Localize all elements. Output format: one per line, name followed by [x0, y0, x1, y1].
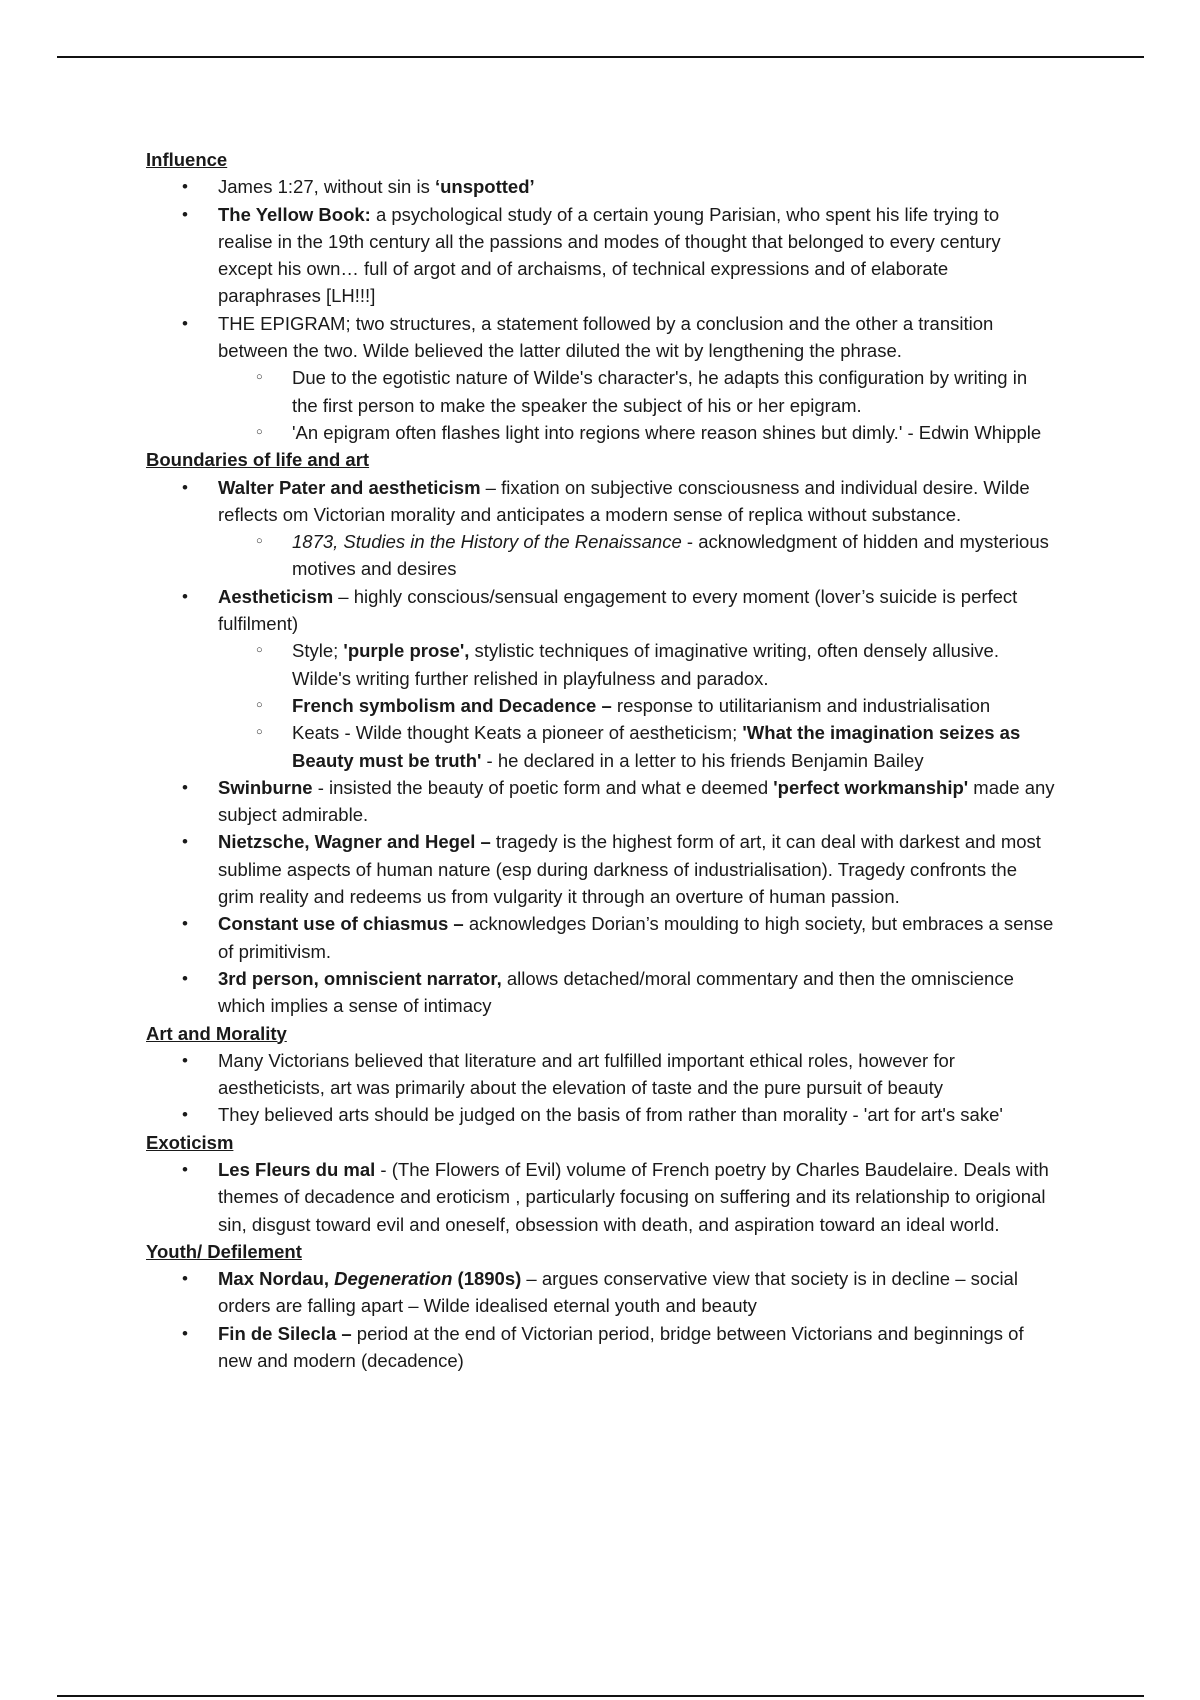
body-text: - (The Flowers of Evil) volume of French poetry by Charles Baudelaire. Deals with themes of decadence and eroticism , particularly focusing on suffering and its relationship to origional sin, disgust toward evil and oneself, obsession with death, and aspiration toward an ideal world. — [218, 1158, 1049, 1235]
bullet-item — [146, 1101, 1056, 1128]
section-heading: Exoticism — [146, 1131, 234, 1153]
sub-bullet-item — [146, 419, 1056, 446]
body-text: - he declared in a letter to his friends Benjamin Bailey — [481, 749, 924, 771]
body-text: - insisted the beauty of poetic form and what e deemed — [312, 776, 774, 798]
top-rule — [57, 56, 1144, 58]
body-text: response to utilitarianism and industrialisation — [611, 694, 991, 716]
bullet-item — [146, 774, 1056, 829]
bold-italic-text: Degeneration — [334, 1268, 453, 1290]
body-text: 'An epigram often flashes light into regions where reason shines but dimly.' - Edwin Whipple — [292, 421, 1042, 443]
bold-text: 'purple prose', — [343, 640, 470, 662]
bold-text: Constant use of chiasmus – — [218, 913, 464, 935]
bold-text: Fin de Silecla – — [218, 1322, 352, 1344]
section-heading: Influence — [146, 149, 228, 170]
body-text: Style; — [292, 640, 344, 662]
italic-text: 1873, Studies in the History of the Renaissance — [292, 531, 682, 553]
body-text: acknowledges Dorian’s moulding to high society, but embraces a sense of primitivism. — [218, 913, 1054, 962]
body-text: Due to the egotistic nature of Wilde's character's, he adapts this configuration by writing in the first person to make the speaker the subject of his or her epigram. — [292, 367, 1028, 416]
bullet-item — [146, 910, 1056, 965]
body-text: THE EPIGRAM; two structures, a statement followed by a conclusion and the other a transition between the two. Wilde believed the latter diluted the wit by lengthening the phrase. — [218, 312, 994, 362]
section-list — [146, 1265, 1056, 1374]
body-text: – fixation on subjective consciousness and individual desire. Wilde reflects om Victorian morality and anticipates a modern sense of replica without substance. — [218, 476, 1030, 525]
bullet-item — [146, 173, 1056, 200]
body-text: - acknowledgment of hidden and mysterious motives and desires — [292, 531, 1049, 580]
bullet-item — [146, 583, 1056, 638]
bullet-item — [146, 1320, 1056, 1375]
body-text: stylistic techniques of imaginative writing, often densely allusive. Wilde's writing further relished in playfulness and paradox. — [292, 640, 999, 689]
body-text: They believed arts should be judged on the basis of from rather than morality - 'art for art's sake' — [218, 1104, 1003, 1126]
bullet-item — [146, 1156, 1056, 1238]
section-list — [146, 1047, 1056, 1129]
bold-text: Swinburne — [218, 776, 313, 798]
body-text: a psychological study of a certain young Parisian, who spent his life trying to realise in the 19th century all the passions and modes of thought that belonged to every century except his own… full of argot and of archaisms, of technical expressions and of elaborate paraphrases [LH!!!] — [218, 203, 1001, 307]
bullet-item — [146, 965, 1056, 1020]
section-list — [146, 173, 1056, 446]
bold-text: Nietzsche, Wagner and Hegel – — [218, 831, 491, 853]
body-text: James 1:27, without sin is — [218, 176, 435, 198]
bold-text: 3rd person, omniscient narrator, — [218, 967, 502, 989]
bullet-item — [146, 1047, 1056, 1102]
bold-text: French symbolism and Decadence – — [292, 694, 612, 716]
body-text: – argues conservative view that society is in decline – social orders are falling apart – Wilde idealised eternal youth and beauty — [218, 1268, 1018, 1317]
bullet-item — [146, 828, 1056, 910]
bold-text: ‘unspotted’ — [434, 176, 535, 198]
sub-bullet-item — [146, 364, 1056, 419]
bullet-item — [146, 1265, 1056, 1320]
section-heading: Boundaries of life and art — [146, 449, 370, 471]
bold-text: 'perfect workmanship' — [773, 776, 969, 798]
bold-text: Walter Pater and aestheticism — [218, 476, 481, 498]
body-text: tragedy is the highest form of art, it can deal with darkest and most sublime aspects of human nature (esp during darkness of industrialisation). Tragedy confronts the grim reality and redeems us from vulgarity it through an overture of human passion. — [218, 831, 1041, 908]
section-list — [146, 1156, 1056, 1238]
body-text: – highly conscious/sensual engagement to every moment (lover’s suicide is perfect fulfilment) — [218, 585, 1018, 635]
document-body — [146, 146, 1056, 1374]
bullet-item — [146, 201, 1056, 310]
bold-text: Max Nordau, — [218, 1268, 335, 1290]
bold-text: (1890s) — [452, 1268, 522, 1290]
bottom-rule — [57, 1695, 1144, 1697]
bold-text: Les Fleurs du mal — [218, 1158, 376, 1180]
sub-bullet-item — [146, 719, 1056, 774]
bold-wrapper — [334, 1268, 452, 1289]
sub-bullet-item — [146, 692, 1056, 719]
section-list — [146, 474, 1056, 1020]
bold-text: Aestheticism — [218, 585, 334, 607]
section-heading: Youth/ Defilement — [146, 1240, 302, 1262]
body-text: period at the end of Victorian period, bridge between Victorians and beginnings of new and modern (decadence) — [218, 1322, 1024, 1372]
body-text: made any subject admirable. — [218, 776, 1055, 826]
body-text: allows detached/moral commentary and then the omniscience which implies a sense of intimacy — [218, 967, 1014, 1017]
sub-bullet-item — [146, 637, 1056, 692]
sub-bullet-item — [146, 528, 1056, 583]
bold-text: 'What the imagination seizes as Beauty must be truth' — [292, 722, 1021, 771]
bullet-item — [146, 310, 1056, 365]
body-text: Keats - Wilde thought Keats a pioneer of aestheticism; — [292, 722, 743, 744]
bold-text: The Yellow Book: — [218, 203, 371, 225]
body-text: Many Victorians believed that literature and art fulfilled important ethical roles, however for aestheticists, art was primarily about the elevation of taste and the pure pursuit of beauty — [218, 1049, 955, 1099]
bullet-item — [146, 474, 1056, 529]
section-heading: Art and Morality — [146, 1022, 287, 1044]
